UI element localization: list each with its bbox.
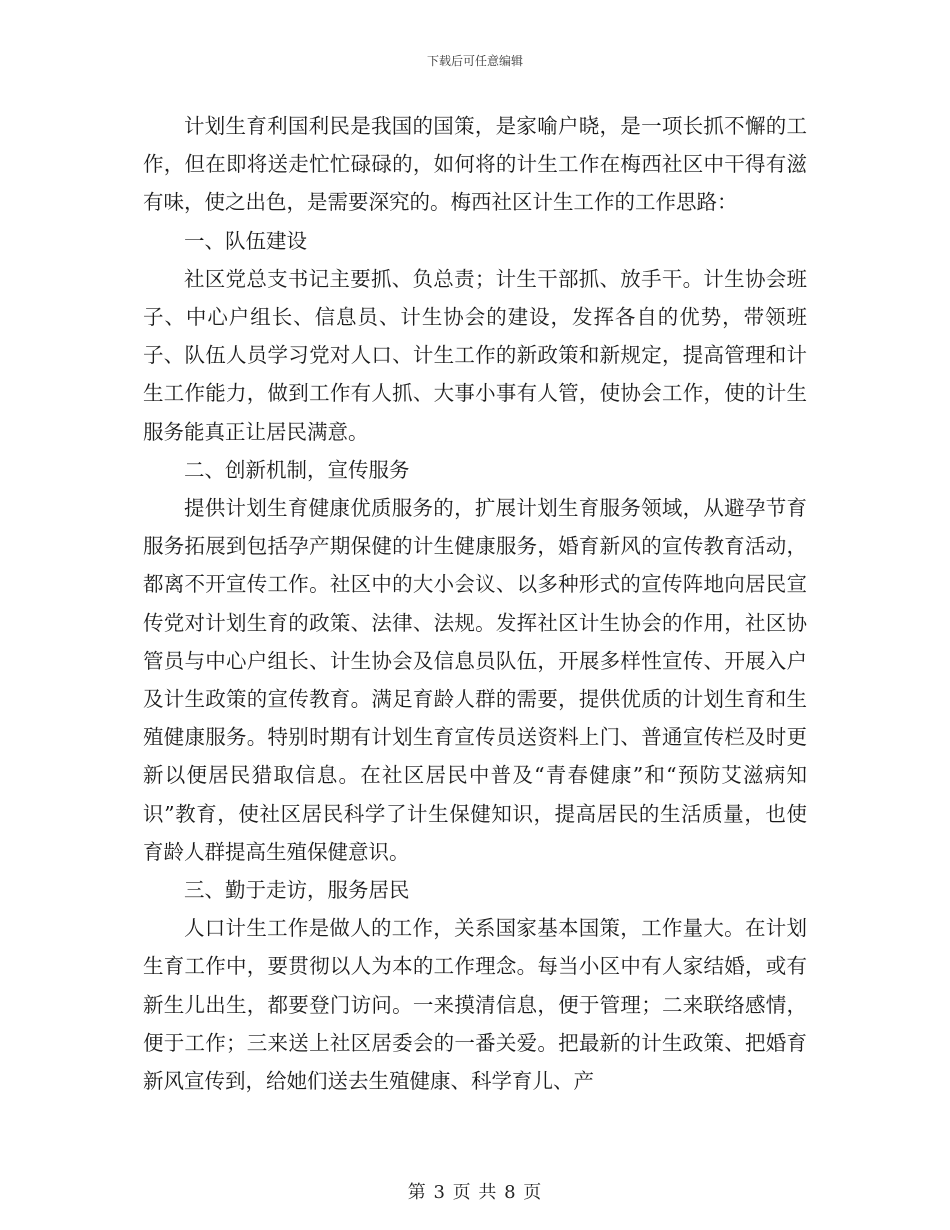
section-3-paragraph: 人口计生工作是做人的工作，关系国家基本国策，工作量大。在计划生育工作中，要贯彻以人为本的工作理念。每当小区中有人家结婚，或有新生儿出生，都要登门访问。一来摸清信息，便于管理；二来联络感情，便于工作；三来送上社区居委会的一番关爱。把最新的计生政策、把婚育新风宣传到，给她们送去生殖健康、科学育儿、产 [143,916,807,1094]
page-number-footer: 第 3 页 共 8 页 [407,1182,543,1203]
page-header: 下载后可任意编辑 [426,54,523,68]
section-heading-3: 三、勤于走访，服务居民 [184,878,410,903]
section-1-paragraph: 社区党总支书记主要抓、负总责；计生干部抓、放手干。计生协会班子、中心户组长、信息员、计生协会的建设，发挥各自的优势，带领班子、队伍人员学习党对人口、计生工作的新政策和新规定，提高管理和计生工作能力，做到工作有人抓、大事小事有人管，使协会工作，使的计生服务能真正让居民满意。 [143,266,807,444]
section-2-paragraph: 提供计划生育健康优质服务的，扩展计划生育服务领域，从避孕节育服务拓展到包括孕产期保健的计生健康服务，婚育新风的宣传教育活动，都离不开宣传工作。社区中的大小会议、以多种形式的宣传阵地向居民宣传党对计划生育的政策、法律、法规。发挥社区计生协会的作用，社区协管员与中心户组长、计生协会及信息员队伍，开展多样性宣传、开展入户及计生政策的宣传教育。满足育龄人群的需要，提供优质的计划生育和生殖健康服务。特别时期有计划生育宣传员送资料上门、普通宣传栏及时更新以便居民猎取信息。在社区居民中普及“青春健康”和“预防艾滋病知识”教育，使社区居民科学了计生保健知识，提高居民的生活质量，也使育龄人群提高生殖保健意识。 [143,496,807,864]
section-heading-1: 一、队伍建设 [184,228,307,253]
document-body [143,107,807,1100]
intro-paragraph: 计划生育利国利民是我国的国策，是家喻户晓，是一项长抓不懈的工作，但在即将送走忙忙碌碌的，如何将的计生工作在梅西社区中干得有滋有味，使之出色，是需要深究的。梅西社区计生工作的工作思路： [143,114,807,215]
section-heading-2: 二、创新机制，宣传服务 [184,457,410,482]
